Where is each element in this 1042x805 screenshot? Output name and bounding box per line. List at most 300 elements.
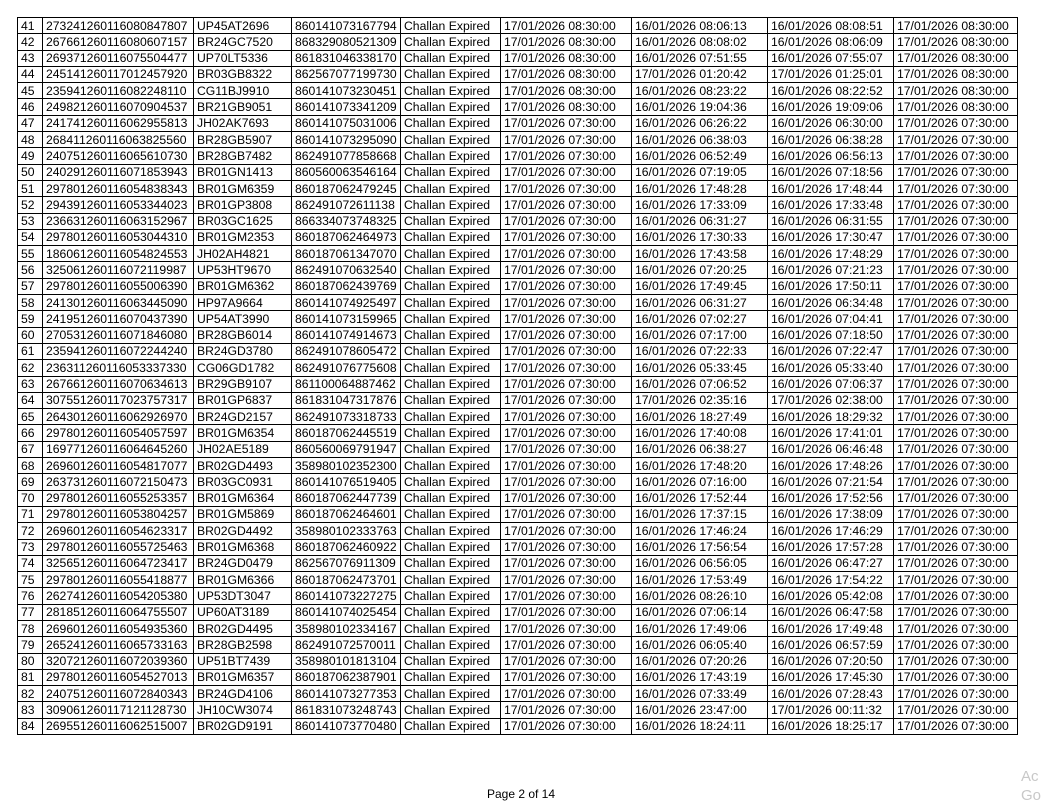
challan-number-cell: 325651260116064723417 xyxy=(43,555,194,571)
serial-number-cell: 61 xyxy=(18,343,43,359)
device-id-cell: 862567076911309 xyxy=(292,555,401,571)
serial-number-cell: 47 xyxy=(18,115,43,131)
start-time-cell: 16/01/2026 17:46:24 xyxy=(632,523,768,539)
start-time-cell: 16/01/2026 18:24:11 xyxy=(632,718,768,734)
vehicle-number-cell: BR01GP3808 xyxy=(194,197,292,213)
serial-number-cell: 78 xyxy=(18,620,43,636)
start-time-cell: 16/01/2026 17:52:44 xyxy=(632,490,768,506)
device-id-cell: 860187062387901 xyxy=(292,669,401,685)
end-time-cell: 16/01/2026 06:57:59 xyxy=(768,637,894,653)
end-time-cell: 17/01/2026 01:25:01 xyxy=(768,66,894,82)
challan-number-cell: 269371260116075504477 xyxy=(43,50,194,66)
expiry-time-cell: 17/01/2026 07:30:00 xyxy=(501,148,632,164)
valid-till-cell: 17/01/2026 07:30:00 xyxy=(894,572,1018,588)
device-id-cell: 862491072570011 xyxy=(292,637,401,653)
start-time-cell: 16/01/2026 17:56:54 xyxy=(632,539,768,555)
start-time-cell: 16/01/2026 23:47:00 xyxy=(632,702,768,718)
serial-number-cell: 63 xyxy=(18,376,43,392)
expiry-time-cell: 17/01/2026 07:30:00 xyxy=(501,229,632,245)
device-id-cell: 358980101813104 xyxy=(292,653,401,669)
valid-till-cell: 17/01/2026 07:30:00 xyxy=(894,458,1018,474)
serial-number-cell: 83 xyxy=(18,702,43,718)
device-id-cell: 358980102333763 xyxy=(292,523,401,539)
serial-number-cell: 69 xyxy=(18,474,43,490)
device-id-cell: 868329080521309 xyxy=(292,34,401,50)
device-id-cell: 860141074925497 xyxy=(292,295,401,311)
vehicle-number-cell: BR01GM5869 xyxy=(194,506,292,522)
start-time-cell: 16/01/2026 07:06:14 xyxy=(632,604,768,620)
challan-number-cell: 241951260116070437390 xyxy=(43,311,194,327)
valid-till-cell: 17/01/2026 07:30:00 xyxy=(894,604,1018,620)
status-cell: Challan Expired xyxy=(401,441,501,457)
serial-number-cell: 53 xyxy=(18,213,43,229)
table-row xyxy=(18,99,1018,115)
expiry-time-cell: 17/01/2026 07:30:00 xyxy=(501,572,632,588)
expiry-time-cell: 17/01/2026 07:30:00 xyxy=(501,164,632,180)
vehicle-number-cell: BR02GD4492 xyxy=(194,523,292,539)
table-row xyxy=(18,702,1018,718)
expiry-time-cell: 17/01/2026 07:30:00 xyxy=(501,295,632,311)
table-row xyxy=(18,50,1018,66)
serial-number-cell: 80 xyxy=(18,653,43,669)
valid-till-cell: 17/01/2026 07:30:00 xyxy=(894,474,1018,490)
valid-till-cell: 17/01/2026 07:30:00 xyxy=(894,148,1018,164)
challan-number-cell: 240751260116072840343 xyxy=(43,686,194,702)
vehicle-number-cell: UP45AT2696 xyxy=(194,18,292,34)
valid-till-cell: 17/01/2026 08:30:00 xyxy=(894,83,1018,99)
expiry-time-cell: 17/01/2026 07:30:00 xyxy=(501,409,632,425)
table-row xyxy=(18,523,1018,539)
valid-till-cell: 17/01/2026 08:30:00 xyxy=(894,18,1018,34)
valid-till-cell: 17/01/2026 08:30:00 xyxy=(894,66,1018,82)
expiry-time-cell: 17/01/2026 07:30:00 xyxy=(501,246,632,262)
serial-number-cell: 73 xyxy=(18,539,43,555)
valid-till-cell: 17/01/2026 07:30:00 xyxy=(894,637,1018,653)
vehicle-number-cell: BR29GB9107 xyxy=(194,376,292,392)
device-id-cell: 862491077858668 xyxy=(292,148,401,164)
challan-number-cell: 236631260116063152967 xyxy=(43,213,194,229)
start-time-cell: 16/01/2026 07:51:55 xyxy=(632,50,768,66)
status-cell: Challan Expired xyxy=(401,164,501,180)
expiry-time-cell: 17/01/2026 07:30:00 xyxy=(501,392,632,408)
table-row xyxy=(18,718,1018,734)
status-cell: Challan Expired xyxy=(401,99,501,115)
device-id-cell: 860141073341209 xyxy=(292,99,401,115)
status-cell: Challan Expired xyxy=(401,50,501,66)
device-id-cell: 860187062479245 xyxy=(292,180,401,196)
vehicle-number-cell: UP54AT3990 xyxy=(194,311,292,327)
challan-number-cell: 241301260116063445090 xyxy=(43,295,194,311)
challan-number-cell: 269551260116062515007 xyxy=(43,718,194,734)
valid-till-cell: 17/01/2026 07:30:00 xyxy=(894,425,1018,441)
challan-number-cell: 235941260116082248110 xyxy=(43,83,194,99)
challan-number-cell: 297801260116053044310 xyxy=(43,229,194,245)
expiry-time-cell: 17/01/2026 07:30:00 xyxy=(501,376,632,392)
end-time-cell: 16/01/2026 17:30:47 xyxy=(768,229,894,245)
serial-number-cell: 57 xyxy=(18,278,43,294)
status-cell: Challan Expired xyxy=(401,115,501,131)
status-cell: Challan Expired xyxy=(401,83,501,99)
expiry-time-cell: 17/01/2026 07:30:00 xyxy=(501,474,632,490)
vehicle-number-cell: BR02GD4493 xyxy=(194,458,292,474)
expiry-time-cell: 17/01/2026 07:30:00 xyxy=(501,539,632,555)
table-row xyxy=(18,572,1018,588)
valid-till-cell: 17/01/2026 07:30:00 xyxy=(894,523,1018,539)
challan-number-cell: 297801260116055418877 xyxy=(43,572,194,588)
status-cell: Challan Expired xyxy=(401,262,501,278)
status-cell: Challan Expired xyxy=(401,637,501,653)
device-id-cell: 861831047317876 xyxy=(292,392,401,408)
end-time-cell: 16/01/2026 06:47:58 xyxy=(768,604,894,620)
expiry-time-cell: 17/01/2026 07:30:00 xyxy=(501,425,632,441)
table-row xyxy=(18,18,1018,34)
table-row xyxy=(18,360,1018,376)
vehicle-number-cell: BR02GD4495 xyxy=(194,620,292,636)
end-time-cell: 16/01/2026 05:33:40 xyxy=(768,360,894,376)
device-id-cell: 860187062464973 xyxy=(292,229,401,245)
serial-number-cell: 65 xyxy=(18,409,43,425)
expiry-time-cell: 17/01/2026 08:30:00 xyxy=(501,83,632,99)
expiry-time-cell: 17/01/2026 07:30:00 xyxy=(501,490,632,506)
serial-number-cell: 72 xyxy=(18,523,43,539)
vehicle-number-cell: BR28GB5907 xyxy=(194,132,292,148)
valid-till-cell: 17/01/2026 07:30:00 xyxy=(894,180,1018,196)
challan-number-cell: 269601260116054935360 xyxy=(43,620,194,636)
status-cell: Challan Expired xyxy=(401,588,501,604)
valid-till-cell: 17/01/2026 07:30:00 xyxy=(894,409,1018,425)
status-cell: Challan Expired xyxy=(401,458,501,474)
serial-number-cell: 52 xyxy=(18,197,43,213)
vehicle-number-cell: BR01GN1413 xyxy=(194,164,292,180)
end-time-cell: 16/01/2026 06:47:27 xyxy=(768,555,894,571)
serial-number-cell: 74 xyxy=(18,555,43,571)
table-row xyxy=(18,686,1018,702)
expiry-time-cell: 17/01/2026 08:30:00 xyxy=(501,50,632,66)
serial-number-cell: 84 xyxy=(18,718,43,734)
table-row xyxy=(18,115,1018,131)
valid-till-cell: 17/01/2026 07:30:00 xyxy=(894,653,1018,669)
vehicle-number-cell: UP51BT7439 xyxy=(194,653,292,669)
status-cell: Challan Expired xyxy=(401,523,501,539)
valid-till-cell: 17/01/2026 07:30:00 xyxy=(894,490,1018,506)
status-cell: Challan Expired xyxy=(401,148,501,164)
challan-number-cell: 245141260117012457920 xyxy=(43,66,194,82)
watermark-line-2: Go xyxy=(1021,787,1042,804)
table-row xyxy=(18,164,1018,180)
end-time-cell: 16/01/2026 17:48:44 xyxy=(768,180,894,196)
vehicle-number-cell: BR01GM6364 xyxy=(194,490,292,506)
vehicle-number-cell: UP53HT9670 xyxy=(194,262,292,278)
serial-number-cell: 62 xyxy=(18,360,43,376)
end-time-cell: 16/01/2026 07:06:37 xyxy=(768,376,894,392)
start-time-cell: 16/01/2026 06:31:27 xyxy=(632,213,768,229)
expiry-time-cell: 17/01/2026 07:30:00 xyxy=(501,555,632,571)
device-id-cell: 860141073230451 xyxy=(292,83,401,99)
start-time-cell: 17/01/2026 01:20:42 xyxy=(632,66,768,82)
vehicle-number-cell: BR01GM6357 xyxy=(194,669,292,685)
status-cell: Challan Expired xyxy=(401,539,501,555)
status-cell: Challan Expired xyxy=(401,718,501,734)
end-time-cell: 16/01/2026 06:46:48 xyxy=(768,441,894,457)
device-id-cell: 860187062460922 xyxy=(292,539,401,555)
challan-number-cell: 249821260116070904537 xyxy=(43,99,194,115)
challan-number-cell: 297801260116054057597 xyxy=(43,425,194,441)
challan-table xyxy=(17,17,1018,735)
vehicle-number-cell: BR28GB7482 xyxy=(194,148,292,164)
vehicle-number-cell: CG11BJ9910 xyxy=(194,83,292,99)
end-time-cell: 16/01/2026 17:41:01 xyxy=(768,425,894,441)
start-time-cell: 16/01/2026 17:43:58 xyxy=(632,246,768,262)
table-row xyxy=(18,343,1018,359)
start-time-cell: 16/01/2026 06:52:49 xyxy=(632,148,768,164)
valid-till-cell: 17/01/2026 08:30:00 xyxy=(894,99,1018,115)
valid-till-cell: 17/01/2026 07:30:00 xyxy=(894,441,1018,457)
end-time-cell: 16/01/2026 08:08:51 xyxy=(768,18,894,34)
table-row xyxy=(18,327,1018,343)
expiry-time-cell: 17/01/2026 07:30:00 xyxy=(501,441,632,457)
table-row xyxy=(18,490,1018,506)
device-id-cell: 860141073159965 xyxy=(292,311,401,327)
end-time-cell: 16/01/2026 07:28:43 xyxy=(768,686,894,702)
status-cell: Challan Expired xyxy=(401,490,501,506)
vehicle-number-cell: BR01GP6837 xyxy=(194,392,292,408)
end-time-cell: 16/01/2026 17:49:48 xyxy=(768,620,894,636)
challan-number-cell: 186061260116054824553 xyxy=(43,246,194,262)
start-time-cell: 16/01/2026 17:53:49 xyxy=(632,572,768,588)
valid-till-cell: 17/01/2026 07:30:00 xyxy=(894,539,1018,555)
serial-number-cell: 76 xyxy=(18,588,43,604)
device-id-cell: 862491070632540 xyxy=(292,262,401,278)
serial-number-cell: 82 xyxy=(18,686,43,702)
serial-number-cell: 70 xyxy=(18,490,43,506)
vehicle-number-cell: BR01GM6366 xyxy=(194,572,292,588)
challan-number-cell: 297801260116055006390 xyxy=(43,278,194,294)
challan-number-cell: 269601260116054623317 xyxy=(43,523,194,539)
table-row xyxy=(18,392,1018,408)
expiry-time-cell: 17/01/2026 08:30:00 xyxy=(501,18,632,34)
challan-number-cell: 320721260116072039360 xyxy=(43,653,194,669)
start-time-cell: 16/01/2026 08:08:02 xyxy=(632,34,768,50)
challan-number-cell: 325061260116072119987 xyxy=(43,262,194,278)
valid-till-cell: 17/01/2026 07:30:00 xyxy=(894,506,1018,522)
device-id-cell: 862491073318733 xyxy=(292,409,401,425)
end-time-cell: 16/01/2026 06:38:28 xyxy=(768,132,894,148)
status-cell: Challan Expired xyxy=(401,669,501,685)
challan-number-cell: 273241260116080847807 xyxy=(43,18,194,34)
device-id-cell: 358980102334167 xyxy=(292,620,401,636)
valid-till-cell: 17/01/2026 07:30:00 xyxy=(894,620,1018,636)
serial-number-cell: 48 xyxy=(18,132,43,148)
device-id-cell: 860141073295090 xyxy=(292,132,401,148)
valid-till-cell: 17/01/2026 07:30:00 xyxy=(894,197,1018,213)
status-cell: Challan Expired xyxy=(401,18,501,34)
vehicle-number-cell: BR03GB8322 xyxy=(194,66,292,82)
device-id-cell: 862567077199730 xyxy=(292,66,401,82)
challan-number-cell: 262741260116054205380 xyxy=(43,588,194,604)
vehicle-number-cell: BR24GC7520 xyxy=(194,34,292,50)
end-time-cell: 16/01/2026 18:25:17 xyxy=(768,718,894,734)
device-id-cell: 860560069791947 xyxy=(292,441,401,457)
serial-number-cell: 59 xyxy=(18,311,43,327)
expiry-time-cell: 17/01/2026 08:30:00 xyxy=(501,66,632,82)
expiry-time-cell: 17/01/2026 07:30:00 xyxy=(501,523,632,539)
start-time-cell: 16/01/2026 17:33:09 xyxy=(632,197,768,213)
table-row xyxy=(18,83,1018,99)
status-cell: Challan Expired xyxy=(401,343,501,359)
challan-number-cell: 270531260116071846080 xyxy=(43,327,194,343)
expiry-time-cell: 17/01/2026 07:30:00 xyxy=(501,262,632,278)
device-id-cell: 358980102352300 xyxy=(292,458,401,474)
device-id-cell: 860187061347070 xyxy=(292,246,401,262)
device-id-cell: 866334073748325 xyxy=(292,213,401,229)
challan-number-cell: 241741260116062955813 xyxy=(43,115,194,131)
start-time-cell: 16/01/2026 17:48:20 xyxy=(632,458,768,474)
vehicle-number-cell: BR28GB6014 xyxy=(194,327,292,343)
vehicle-number-cell: BR01GM6354 xyxy=(194,425,292,441)
serial-number-cell: 68 xyxy=(18,458,43,474)
end-time-cell: 16/01/2026 06:30:00 xyxy=(768,115,894,131)
challan-number-cell: 264301260116062926970 xyxy=(43,409,194,425)
start-time-cell: 16/01/2026 07:16:00 xyxy=(632,474,768,490)
challan-number-cell: 297801260116055253357 xyxy=(43,490,194,506)
vehicle-number-cell: JH10CW3074 xyxy=(194,702,292,718)
end-time-cell: 16/01/2026 07:04:41 xyxy=(768,311,894,327)
vehicle-number-cell: UP53DT3047 xyxy=(194,588,292,604)
end-time-cell: 16/01/2026 05:42:08 xyxy=(768,588,894,604)
serial-number-cell: 66 xyxy=(18,425,43,441)
challan-number-cell: 297801260116054838343 xyxy=(43,180,194,196)
challan-number-cell: 294391260116053344023 xyxy=(43,197,194,213)
status-cell: Challan Expired xyxy=(401,653,501,669)
vehicle-number-cell: HP97A9664 xyxy=(194,295,292,311)
device-id-cell: 860141075031006 xyxy=(292,115,401,131)
valid-till-cell: 17/01/2026 07:30:00 xyxy=(894,229,1018,245)
vehicle-number-cell: BR02GD9191 xyxy=(194,718,292,734)
start-time-cell: 16/01/2026 07:33:49 xyxy=(632,686,768,702)
status-cell: Challan Expired xyxy=(401,555,501,571)
expiry-time-cell: 17/01/2026 07:30:00 xyxy=(501,278,632,294)
end-time-cell: 16/01/2026 08:22:52 xyxy=(768,83,894,99)
challan-number-cell: 269601260116054817077 xyxy=(43,458,194,474)
challan-number-cell: 169771260116064645260 xyxy=(43,441,194,457)
table-row xyxy=(18,669,1018,685)
start-time-cell: 16/01/2026 07:19:05 xyxy=(632,164,768,180)
serial-number-cell: 58 xyxy=(18,295,43,311)
table-row xyxy=(18,132,1018,148)
table-row xyxy=(18,295,1018,311)
table-row xyxy=(18,637,1018,653)
start-time-cell: 17/01/2026 02:35:16 xyxy=(632,392,768,408)
table-row xyxy=(18,278,1018,294)
end-time-cell: 16/01/2026 17:38:09 xyxy=(768,506,894,522)
expiry-time-cell: 17/01/2026 07:30:00 xyxy=(501,604,632,620)
vehicle-number-cell: BR24GD3780 xyxy=(194,343,292,359)
start-time-cell: 16/01/2026 07:20:25 xyxy=(632,262,768,278)
start-time-cell: 16/01/2026 08:26:10 xyxy=(632,588,768,604)
table-row xyxy=(18,376,1018,392)
device-id-cell: 860187062464601 xyxy=(292,506,401,522)
start-time-cell: 16/01/2026 07:17:00 xyxy=(632,327,768,343)
table-row xyxy=(18,66,1018,82)
challan-number-cell: 307551260117023757317 xyxy=(43,392,194,408)
device-id-cell: 860141073277353 xyxy=(292,686,401,702)
start-time-cell: 16/01/2026 18:27:49 xyxy=(632,409,768,425)
device-id-cell: 860141073770480 xyxy=(292,718,401,734)
expiry-time-cell: 17/01/2026 07:30:00 xyxy=(501,653,632,669)
valid-till-cell: 17/01/2026 07:30:00 xyxy=(894,669,1018,685)
vehicle-number-cell: CG06GD1782 xyxy=(194,360,292,376)
end-time-cell: 16/01/2026 17:46:29 xyxy=(768,523,894,539)
table-row xyxy=(18,555,1018,571)
serial-number-cell: 75 xyxy=(18,572,43,588)
serial-number-cell: 44 xyxy=(18,66,43,82)
device-id-cell: 860187062447739 xyxy=(292,490,401,506)
end-time-cell: 16/01/2026 17:33:48 xyxy=(768,197,894,213)
table-row xyxy=(18,653,1018,669)
status-cell: Challan Expired xyxy=(401,360,501,376)
vehicle-number-cell: BR01GM6362 xyxy=(194,278,292,294)
expiry-time-cell: 17/01/2026 07:30:00 xyxy=(501,115,632,131)
valid-till-cell: 17/01/2026 08:30:00 xyxy=(894,34,1018,50)
serial-number-cell: 41 xyxy=(18,18,43,34)
expiry-time-cell: 17/01/2026 07:30:00 xyxy=(501,702,632,718)
valid-till-cell: 17/01/2026 07:30:00 xyxy=(894,327,1018,343)
valid-till-cell: 17/01/2026 07:30:00 xyxy=(894,392,1018,408)
table-row xyxy=(18,262,1018,278)
table-row xyxy=(18,148,1018,164)
status-cell: Challan Expired xyxy=(401,474,501,490)
table-row xyxy=(18,311,1018,327)
end-time-cell: 16/01/2026 07:22:47 xyxy=(768,343,894,359)
end-time-cell: 16/01/2026 06:56:13 xyxy=(768,148,894,164)
table-row xyxy=(18,588,1018,604)
table-row xyxy=(18,539,1018,555)
end-time-cell: 16/01/2026 07:21:54 xyxy=(768,474,894,490)
page-number: Page 2 of 14 xyxy=(486,787,556,801)
table-row xyxy=(18,458,1018,474)
device-id-cell: 860187062439769 xyxy=(292,278,401,294)
valid-till-cell: 17/01/2026 07:30:00 xyxy=(894,686,1018,702)
challan-number-cell: 297801260116055725463 xyxy=(43,539,194,555)
status-cell: Challan Expired xyxy=(401,66,501,82)
serial-number-cell: 45 xyxy=(18,83,43,99)
end-time-cell: 16/01/2026 19:09:06 xyxy=(768,99,894,115)
valid-till-cell: 17/01/2026 07:30:00 xyxy=(894,295,1018,311)
end-time-cell: 16/01/2026 17:48:29 xyxy=(768,246,894,262)
expiry-time-cell: 17/01/2026 07:30:00 xyxy=(501,458,632,474)
vehicle-number-cell: BR24GD2157 xyxy=(194,409,292,425)
start-time-cell: 16/01/2026 06:38:27 xyxy=(632,441,768,457)
expiry-time-cell: 17/01/2026 07:30:00 xyxy=(501,718,632,734)
serial-number-cell: 46 xyxy=(18,99,43,115)
table-row xyxy=(18,425,1018,441)
expiry-time-cell: 17/01/2026 07:30:00 xyxy=(501,588,632,604)
valid-till-cell: 17/01/2026 07:30:00 xyxy=(894,311,1018,327)
expiry-time-cell: 17/01/2026 07:30:00 xyxy=(501,311,632,327)
valid-till-cell: 17/01/2026 07:30:00 xyxy=(894,213,1018,229)
status-cell: Challan Expired xyxy=(401,409,501,425)
device-id-cell: 860141073227275 xyxy=(292,588,401,604)
table-row xyxy=(18,409,1018,425)
serial-number-cell: 50 xyxy=(18,164,43,180)
challan-number-cell: 281851260116064755507 xyxy=(43,604,194,620)
valid-till-cell: 17/01/2026 07:30:00 xyxy=(894,702,1018,718)
expiry-time-cell: 17/01/2026 07:30:00 xyxy=(501,343,632,359)
start-time-cell: 16/01/2026 08:06:13 xyxy=(632,18,768,34)
vehicle-number-cell: BR03GC1625 xyxy=(194,213,292,229)
end-time-cell: 16/01/2026 07:55:07 xyxy=(768,50,894,66)
start-time-cell: 16/01/2026 05:33:45 xyxy=(632,360,768,376)
